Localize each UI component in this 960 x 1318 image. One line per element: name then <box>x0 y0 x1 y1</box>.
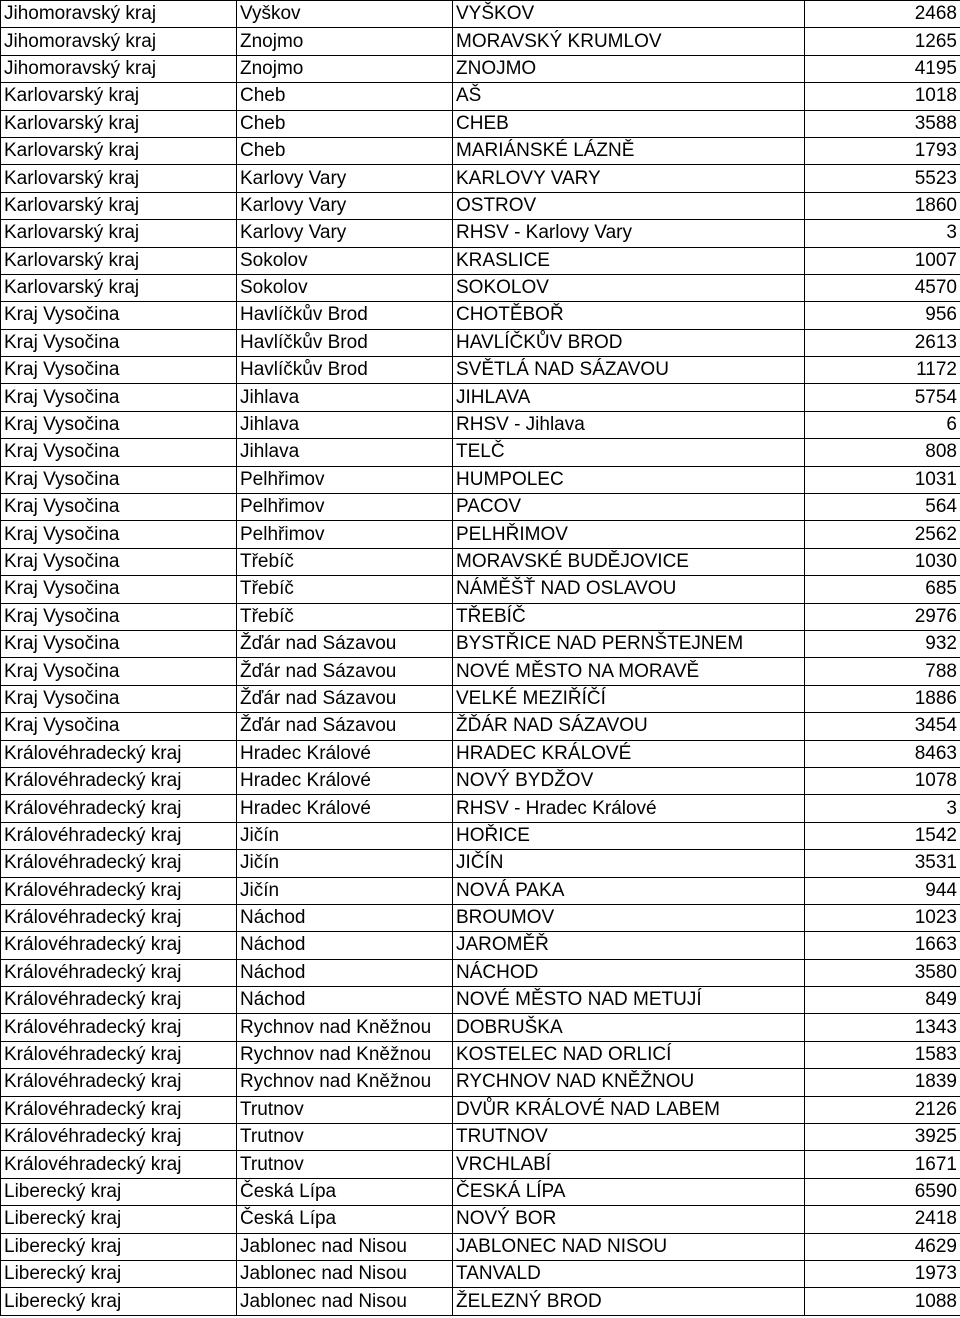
municipality-cell: RYCHNOV NAD KNĚŽNOU <box>453 1069 805 1096</box>
region-cell: Královéhradecký kraj <box>1 740 237 767</box>
count-cell: 1839 <box>805 1069 960 1096</box>
district-cell: Cheb <box>237 110 453 137</box>
region-cell: Kraj Vysočina <box>1 466 237 493</box>
region-cell: Královéhradecký kraj <box>1 1041 237 1068</box>
region-cell: Jihomoravský kraj <box>1 28 237 55</box>
count-cell: 3531 <box>805 850 960 877</box>
municipality-cell: KRASLICE <box>453 247 805 274</box>
count-cell: 1663 <box>805 932 960 959</box>
region-cell: Královéhradecký kraj <box>1 1151 237 1178</box>
municipality-cell: HAVLÍČKŮV BROD <box>453 329 805 356</box>
table-row <box>1 83 960 110</box>
district-cell: Žďár nad Sázavou <box>237 685 453 712</box>
count-cell: 1265 <box>805 28 960 55</box>
district-cell: Sokolov <box>237 274 453 301</box>
district-cell: Cheb <box>237 137 453 164</box>
region-cell: Královéhradecký kraj <box>1 795 237 822</box>
district-cell: Pelhřimov <box>237 466 453 493</box>
municipality-cell: NOVÝ BYDŽOV <box>453 767 805 794</box>
table-row <box>1 959 960 986</box>
table-row <box>1 329 960 356</box>
municipality-cell: PELHŘIMOV <box>453 521 805 548</box>
table-row <box>1 55 960 82</box>
table-row <box>1 850 960 877</box>
table-row <box>1 1206 960 1233</box>
table-row <box>1 740 960 767</box>
region-cell: Liberecký kraj <box>1 1233 237 1260</box>
table-row <box>1 877 960 904</box>
table-row <box>1 1096 960 1123</box>
municipality-cell: HOŘICE <box>453 822 805 849</box>
count-cell: 849 <box>805 987 960 1014</box>
region-cell: Karlovarský kraj <box>1 83 237 110</box>
municipality-cell: TŘEBÍČ <box>453 603 805 630</box>
count-cell: 5754 <box>805 384 960 411</box>
table-row <box>1 932 960 959</box>
count-cell: 2613 <box>805 329 960 356</box>
municipality-cell: ŽELEZNÝ BROD <box>453 1288 805 1315</box>
municipality-cell: DOBRUŠKA <box>453 1014 805 1041</box>
municipality-cell: ČESKÁ LÍPA <box>453 1178 805 1205</box>
region-cell: Karlovarský kraj <box>1 274 237 301</box>
table-row <box>1 110 960 137</box>
table-row <box>1 1124 960 1151</box>
count-cell: 3 <box>805 220 960 247</box>
region-cell: Královéhradecký kraj <box>1 987 237 1014</box>
municipality-cell: NÁCHOD <box>453 959 805 986</box>
region-cell: Královéhradecký kraj <box>1 1014 237 1041</box>
district-cell: Karlovy Vary <box>237 192 453 219</box>
municipality-cell: OSTROV <box>453 192 805 219</box>
count-cell: 685 <box>805 576 960 603</box>
table-row <box>1 548 960 575</box>
region-cell: Kraj Vysočina <box>1 357 237 384</box>
district-cell: Jičín <box>237 850 453 877</box>
region-cell: Jihomoravský kraj <box>1 1 237 28</box>
region-cell: Kraj Vysočina <box>1 658 237 685</box>
district-cell: Sokolov <box>237 247 453 274</box>
municipality-cell: PACOV <box>453 494 805 521</box>
table-row <box>1 1178 960 1205</box>
table-row <box>1 795 960 822</box>
table-body <box>1 1 960 1316</box>
region-cell: Liberecký kraj <box>1 1288 237 1315</box>
table-row <box>1 1151 960 1178</box>
count-cell: 2562 <box>805 521 960 548</box>
region-cell: Královéhradecký kraj <box>1 1069 237 1096</box>
municipality-cell: BYSTŘICE NAD PERNŠTEJNEM <box>453 630 805 657</box>
region-cell: Kraj Vysočina <box>1 411 237 438</box>
table-row <box>1 439 960 466</box>
table-row <box>1 1260 960 1287</box>
district-cell: Trutnov <box>237 1124 453 1151</box>
region-cell: Kraj Vysočina <box>1 384 237 411</box>
district-cell: Havlíčkův Brod <box>237 329 453 356</box>
count-cell: 1023 <box>805 904 960 931</box>
municipality-cell: KARLOVY VARY <box>453 165 805 192</box>
district-cell: Jičín <box>237 877 453 904</box>
district-cell: Náchod <box>237 959 453 986</box>
count-cell: 564 <box>805 494 960 521</box>
municipality-cell: NOVÁ PAKA <box>453 877 805 904</box>
count-cell: 3925 <box>805 1124 960 1151</box>
region-cell: Kraj Vysočina <box>1 576 237 603</box>
table-row <box>1 274 960 301</box>
municipality-cell: NÁMĚŠŤ NAD OSLAVOU <box>453 576 805 603</box>
count-cell: 2468 <box>805 1 960 28</box>
region-cell: Královéhradecký kraj <box>1 932 237 959</box>
district-cell: Česká Lípa <box>237 1178 453 1205</box>
count-cell: 1343 <box>805 1014 960 1041</box>
district-cell: Třebíč <box>237 576 453 603</box>
region-cell: Královéhradecký kraj <box>1 904 237 931</box>
count-cell: 5523 <box>805 165 960 192</box>
table-row <box>1 137 960 164</box>
table-row <box>1 466 960 493</box>
table-row <box>1 1014 960 1041</box>
district-cell: Žďár nad Sázavou <box>237 713 453 740</box>
region-cell: Královéhradecký kraj <box>1 959 237 986</box>
district-cell: Rychnov nad Kněžnou <box>237 1041 453 1068</box>
count-cell: 1030 <box>805 548 960 575</box>
district-cell: Znojmo <box>237 55 453 82</box>
count-cell: 4570 <box>805 274 960 301</box>
municipality-cell: VRCHLABÍ <box>453 1151 805 1178</box>
table-row <box>1 713 960 740</box>
municipality-cell: MORAVSKÉ BUDĚJOVICE <box>453 548 805 575</box>
district-cell: Jablonec nad Nisou <box>237 1233 453 1260</box>
table-row <box>1 384 960 411</box>
district-cell: Žďár nad Sázavou <box>237 658 453 685</box>
municipality-cell: JIČÍN <box>453 850 805 877</box>
municipality-cell: VYŠKOV <box>453 1 805 28</box>
district-cell: Náchod <box>237 932 453 959</box>
municipality-cell: RHSV - Hradec Králové <box>453 795 805 822</box>
municipality-cell: KOSTELEC NAD ORLICÍ <box>453 1041 805 1068</box>
count-cell: 1007 <box>805 247 960 274</box>
municipality-cell: JIHLAVA <box>453 384 805 411</box>
municipality-cell: NOVÉ MĚSTO NA MORAVĚ <box>453 658 805 685</box>
table-row <box>1 165 960 192</box>
district-cell: Jablonec nad Nisou <box>237 1260 453 1287</box>
region-cell: Liberecký kraj <box>1 1260 237 1287</box>
district-cell: Rychnov nad Kněžnou <box>237 1069 453 1096</box>
region-cell: Karlovarský kraj <box>1 220 237 247</box>
region-cell: Liberecký kraj <box>1 1178 237 1205</box>
region-cell: Kraj Vysočina <box>1 439 237 466</box>
municipality-cell: NOVÝ BOR <box>453 1206 805 1233</box>
region-cell: Kraj Vysočina <box>1 302 237 329</box>
count-cell: 8463 <box>805 740 960 767</box>
municipality-cell: VELKÉ MEZIŘÍČÍ <box>453 685 805 712</box>
count-cell: 3454 <box>805 713 960 740</box>
count-cell: 944 <box>805 877 960 904</box>
district-cell: Trutnov <box>237 1096 453 1123</box>
region-cell: Kraj Vysočina <box>1 494 237 521</box>
district-cell: Karlovy Vary <box>237 165 453 192</box>
table-row <box>1 411 960 438</box>
table-row <box>1 220 960 247</box>
region-cell: Královéhradecký kraj <box>1 767 237 794</box>
count-cell: 3588 <box>805 110 960 137</box>
district-cell: Rychnov nad Kněžnou <box>237 1014 453 1041</box>
table-row <box>1 302 960 329</box>
count-cell: 3580 <box>805 959 960 986</box>
region-cell: Kraj Vysočina <box>1 548 237 575</box>
count-cell: 6 <box>805 411 960 438</box>
count-cell: 4195 <box>805 55 960 82</box>
region-cell: Karlovarský kraj <box>1 192 237 219</box>
count-cell: 932 <box>805 630 960 657</box>
municipality-cell: CHEB <box>453 110 805 137</box>
municipality-cell: ŽĎÁR NAD SÁZAVOU <box>453 713 805 740</box>
region-cell: Královéhradecký kraj <box>1 1096 237 1123</box>
table-row <box>1 1041 960 1068</box>
table-row <box>1 904 960 931</box>
table-row <box>1 1288 960 1315</box>
region-cell: Kraj Vysočina <box>1 521 237 548</box>
municipality-cell: BROUMOV <box>453 904 805 931</box>
region-cell: Karlovarský kraj <box>1 110 237 137</box>
region-cell: Jihomoravský kraj <box>1 55 237 82</box>
table-row <box>1 192 960 219</box>
count-cell: 1172 <box>805 357 960 384</box>
municipality-cell: AŠ <box>453 83 805 110</box>
count-cell: 1671 <box>805 1151 960 1178</box>
table-row <box>1 1069 960 1096</box>
district-cell: Znojmo <box>237 28 453 55</box>
table-row <box>1 494 960 521</box>
district-cell: Jičín <box>237 822 453 849</box>
district-cell: Žďár nad Sázavou <box>237 630 453 657</box>
region-cell: Kraj Vysočina <box>1 329 237 356</box>
district-cell: Pelhřimov <box>237 521 453 548</box>
count-cell: 2418 <box>805 1206 960 1233</box>
region-cell: Kraj Vysočina <box>1 713 237 740</box>
district-cell: Třebíč <box>237 603 453 630</box>
region-cell: Kraj Vysočina <box>1 630 237 657</box>
municipality-cell: NOVÉ MĚSTO NAD METUJÍ <box>453 987 805 1014</box>
region-cell: Karlovarský kraj <box>1 247 237 274</box>
district-cell: Havlíčkův Brod <box>237 357 453 384</box>
table-row <box>1 521 960 548</box>
municipality-cell: HUMPOLEC <box>453 466 805 493</box>
count-cell: 1860 <box>805 192 960 219</box>
count-cell: 6590 <box>805 1178 960 1205</box>
municipality-cell: RHSV - Jihlava <box>453 411 805 438</box>
region-cell: Karlovarský kraj <box>1 165 237 192</box>
region-cell: Královéhradecký kraj <box>1 877 237 904</box>
municipality-cell: DVŮR KRÁLOVÉ NAD LABEM <box>453 1096 805 1123</box>
region-cell: Kraj Vysočina <box>1 603 237 630</box>
table-row <box>1 685 960 712</box>
count-cell: 1088 <box>805 1288 960 1315</box>
district-cell: Havlíčkův Brod <box>237 302 453 329</box>
municipality-cell: SVĚTLÁ NAD SÁZAVOU <box>453 357 805 384</box>
table-row <box>1 28 960 55</box>
region-cell: Královéhradecký kraj <box>1 1124 237 1151</box>
count-cell: 1793 <box>805 137 960 164</box>
table-row <box>1 630 960 657</box>
district-cell: Náchod <box>237 987 453 1014</box>
count-cell: 1973 <box>805 1260 960 1287</box>
municipality-cell: ZNOJMO <box>453 55 805 82</box>
count-cell: 788 <box>805 658 960 685</box>
count-cell: 1583 <box>805 1041 960 1068</box>
district-cell: Pelhřimov <box>237 494 453 521</box>
district-cell: Náchod <box>237 904 453 931</box>
district-cell: Třebíč <box>237 548 453 575</box>
municipality-cell: RHSV - Karlovy Vary <box>453 220 805 247</box>
municipality-cell: TRUTNOV <box>453 1124 805 1151</box>
district-cell: Karlovy Vary <box>237 220 453 247</box>
district-cell: Jihlava <box>237 411 453 438</box>
municipality-cell: TELČ <box>453 439 805 466</box>
count-cell: 1018 <box>805 83 960 110</box>
region-cell: Liberecký kraj <box>1 1206 237 1233</box>
count-cell: 2126 <box>805 1096 960 1123</box>
district-cell: Cheb <box>237 83 453 110</box>
table-row <box>1 987 960 1014</box>
count-cell: 1031 <box>805 466 960 493</box>
municipality-cell: MORAVSKÝ KRUMLOV <box>453 28 805 55</box>
table-row <box>1 576 960 603</box>
table-row <box>1 247 960 274</box>
region-cell: Kraj Vysočina <box>1 685 237 712</box>
count-cell: 956 <box>805 302 960 329</box>
region-cell: Karlovarský kraj <box>1 137 237 164</box>
count-cell: 3 <box>805 795 960 822</box>
count-cell: 808 <box>805 439 960 466</box>
municipality-cell: JAROMĚŘ <box>453 932 805 959</box>
count-cell: 4629 <box>805 1233 960 1260</box>
district-cell: Jihlava <box>237 384 453 411</box>
district-cell: Hradec Králové <box>237 795 453 822</box>
municipality-cell: CHOTĚBOŘ <box>453 302 805 329</box>
table-row <box>1 658 960 685</box>
count-cell: 1542 <box>805 822 960 849</box>
district-cell: Trutnov <box>237 1151 453 1178</box>
municipality-cell: SOKOLOV <box>453 274 805 301</box>
district-cell: Jihlava <box>237 439 453 466</box>
municipality-cell: MARIÁNSKÉ LÁZNĚ <box>453 137 805 164</box>
table-row <box>1 603 960 630</box>
region-cell: Královéhradecký kraj <box>1 850 237 877</box>
district-cell: Hradec Králové <box>237 740 453 767</box>
district-cell: Jablonec nad Nisou <box>237 1288 453 1315</box>
district-cell: Česká Lípa <box>237 1206 453 1233</box>
table-row <box>1 357 960 384</box>
table-row <box>1 1233 960 1260</box>
count-cell: 1078 <box>805 767 960 794</box>
municipality-cell: HRADEC KRÁLOVÉ <box>453 740 805 767</box>
table-row <box>1 767 960 794</box>
district-cell: Hradec Králové <box>237 767 453 794</box>
table-row <box>1 1 960 28</box>
municipality-cell: JABLONEC NAD NISOU <box>453 1233 805 1260</box>
district-cell: Vyškov <box>237 1 453 28</box>
table-row <box>1 822 960 849</box>
count-cell: 2976 <box>805 603 960 630</box>
region-cell: Královéhradecký kraj <box>1 822 237 849</box>
municipality-cell: TANVALD <box>453 1260 805 1287</box>
count-cell: 1886 <box>805 685 960 712</box>
